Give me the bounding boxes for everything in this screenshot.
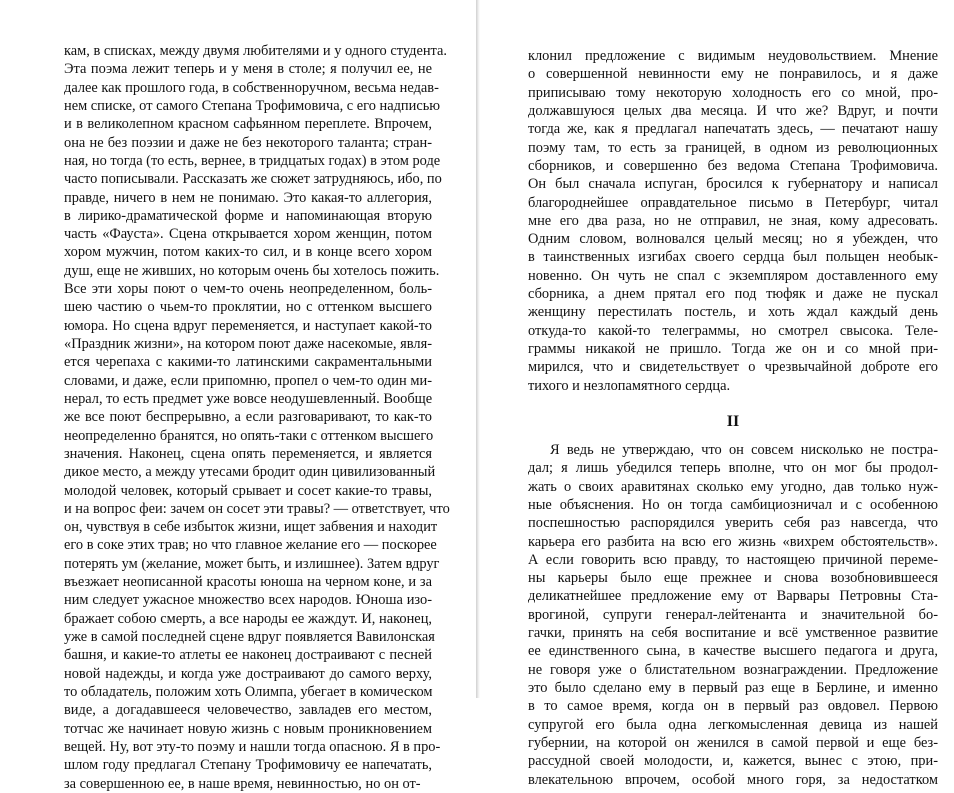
text-line: ные объяснения. Но он тогда самбициозничал и с особенною <box>528 496 938 513</box>
text-line: сборников, и совершенно без ведома Степана Трофимовича. <box>528 157 938 174</box>
text-line: значения. Наконец, сцена опять переменяется, и является <box>64 445 432 462</box>
right-page-text <box>528 47 938 789</box>
text-line: в то самое время, когда он в первый раз овдовел. Первою <box>528 698 938 715</box>
text-line: словами, и даже, если припомню, пропел о чем-то один ми- <box>64 372 432 389</box>
text-line: башня, и какие-то атлеты ее наконец достраивают с песней <box>64 647 432 664</box>
text-line: и на вопрос феи: зачем он сосет эти травы? — ответствует, что <box>64 500 450 517</box>
text-line: дикое место, а между утесами бродит один цивилизованный <box>64 464 436 481</box>
text-line: юмора. Но сцена вдруг переменяется, и наступает какой-то <box>64 317 432 334</box>
text-line: гачки, принять на себя воспитание и всё умственное развитие <box>528 625 938 642</box>
text-line: граммы никакой не пришло. Тогда же он и со мной при- <box>528 341 938 357</box>
text-line: о совершенной невинности ему не понравилось, и я даже <box>528 66 938 83</box>
text-line: ется черепаха с какими-то латинскими сакраментальными <box>64 354 432 371</box>
text-line: ее единственного сына, в качестве высшего педагога и друга, <box>528 643 938 660</box>
text-line: шею частию о чьем-то проклятии, но с оттенком высшего <box>64 299 432 316</box>
left-page <box>0 0 476 792</box>
text-line: шлом году предлагал Степану Трофимовичу ее напечатать, <box>64 757 432 774</box>
text-line: влекательною впрочем, особой много горя, за недостатком <box>528 771 938 788</box>
text-line: рассудной своей молодости, и, кажется, вынес с этою, при- <box>528 753 938 770</box>
text-line: неопределенно бранятся, но опять-таки с оттенком высшего <box>64 427 434 444</box>
text-line: губернии, на которой он женился в самой первой и еще без- <box>528 734 938 751</box>
text-line: мирился, что и свидетельствует о чрезвычайной доброте его <box>528 359 938 376</box>
text-line: нерал, то есть предмет уже вовсе неодушевленный. Вообще <box>64 390 433 407</box>
text-line: правде, ничего в нем не понимаю. Это какая-то аллегория, <box>64 189 432 206</box>
text-line: жать о своих аравитянах сколько ему угодно, дав только нуж- <box>528 478 938 495</box>
text-line: деликатнейшее предложение ему от Варвары Петровны Ста- <box>528 588 938 605</box>
text-line: «Праздник жизни», на котором поют даже насекомые, явля- <box>64 336 432 352</box>
text-line: потерять ум (желание, может быть, и излишнее). Затем вдруг <box>64 555 440 572</box>
text-line: карьера его разбита на всю его жизнь «вихрем обстоятельств». <box>528 533 938 550</box>
text-line: хором мужчин, потом каких-то сил, и в конце всего хором <box>64 244 432 261</box>
text-line: вещей. Ну, вот эту-то поэму и нашли тогда опасною. Я в про- <box>64 738 441 755</box>
text-line: Все эти хоры поют о чем-то очень неопределенном, боль- <box>64 281 432 298</box>
text-line: въезжает неописанной красоты юноша на черном коне, и за <box>64 574 432 591</box>
right-text-after-heading <box>528 441 938 789</box>
text-line: новой надежды, и когда уже достраивают до самого верху, <box>64 665 432 682</box>
text-line: Он был сначала испуган, бросился к губернатору и написал <box>528 176 938 193</box>
text-line: не говоря уже о блистательном вознаграждении. Предложение <box>528 661 938 678</box>
text-line: уже в самой последней сцене вдруг появляется Вавилонская <box>64 629 435 645</box>
text-line: нем списке, от самого Степана Трофимовича, с его надписью <box>64 97 441 114</box>
text-line: тотчас же начинает новую жизнь с новым проникновением <box>64 720 432 737</box>
text-line: поспешностью распорядился уверить себя раз навсегда, что <box>528 515 938 532</box>
text-line: тихого и незлопамятного сердца. <box>528 377 731 394</box>
text-line: душ, еще не живших, но которым очень бы хотелось пожить. <box>64 262 440 279</box>
text-line: новенно. Он чуть не спал с экземпляром доставленного ему <box>528 267 938 284</box>
left-page-text <box>64 42 450 793</box>
text-line: А если говорить всю правду, то настоящею причиной переме- <box>528 551 938 568</box>
text-line: супругой его была одна легкомысленная девица из нашей <box>528 716 938 733</box>
text-line: в таинственных изгибах своего сердца был польщен необык- <box>528 249 938 266</box>
text-line: он, чувствуя в себе избыток жизни, ищет забвения и находит <box>64 519 438 536</box>
text-line: за совершенною ее, в наше время, невинностью, но он от- <box>64 775 421 792</box>
text-line: ны карьеры было еще прежнее и снова возобновившееся <box>528 570 938 587</box>
text-line: Эта поэма лежит теперь и у меня в столе; я получил ее, не <box>64 61 432 78</box>
text-line: приписываю тому некоторую холодность его со мной, про- <box>528 84 938 101</box>
text-line: благороднейшее оправдательное письмо в Петербург, читал <box>528 194 938 211</box>
text-line: в лирико-драматической форме и напоминающая вторую <box>64 207 432 224</box>
text-line: клонил предложение с видимым неудовольствием. Мнение <box>528 48 938 64</box>
right-text-before-heading <box>528 47 938 395</box>
text-line: Одним словом, волновался целый месяц; но я убежден, что <box>528 231 938 248</box>
text-line: ним следует ужасное множество всех народов. Юноша изо- <box>64 592 432 609</box>
text-line: поэму там, то есть за границей, в одном из революционных <box>528 139 938 156</box>
text-line: мне его два раза, но не отправил, не зная, кому адресовать. <box>528 212 938 229</box>
text-line: она не без поэзии и даже не без некоторого таланта; стран- <box>64 134 432 151</box>
text-line: кам, в списках, между двумя любителями и у одного студента. <box>64 43 447 59</box>
text-line: бражает собою смерть, а все народы ее жаждут. И, наконец, <box>64 610 432 627</box>
text-line: часть «Фауста». Сцена открывается хором женщин, потом <box>64 226 432 243</box>
text-line: ная, но тогда (то есть, вернее, в тридцатых годах) в этом роде <box>64 152 441 169</box>
text-line: и в великолепном красном сафьянном переплете. Впрочем, <box>64 116 432 133</box>
text-line: его в соке этих трав; но что главное желание его — поскорее <box>64 537 437 554</box>
text-line: это было сделано ему в первый раз еще в Берлине, и именно <box>528 680 938 696</box>
text-line: откуда-то какой-то телеграммы, но смотрел свысока. Теле- <box>528 322 938 339</box>
right-page <box>480 0 954 788</box>
text-line: женщину перестилать постель, и хоть ждал каждый день <box>528 304 938 321</box>
text-line: Я ведь не утверждаю, что он совсем нисколько не пострa- <box>550 441 938 458</box>
text-line: далее как прошлого года, в собственноручном, весьма недав- <box>64 79 439 96</box>
text-line: же все поют беспрерывно, а если разговаривают, то как-то <box>64 409 432 426</box>
text-line: молодой человек, который срывает и сосет какие-то травы, <box>64 482 432 499</box>
text-line: то обладатель, положим хоть Олимпа, убегает в комическом <box>64 683 433 700</box>
text-line: сборника, а днем прятал его под тюфяк и даже не пускал <box>528 286 938 303</box>
text-line: врогиной, супруги генерал-лейтенанта и значительной бо- <box>528 606 938 623</box>
text-line: тогда же, как я предлагал напечатать здесь, — печатают нашу <box>528 121 938 138</box>
text-line: виде, а догадавшееся человечество, завладев его местом, <box>64 702 432 719</box>
text-line: дал; я лишь убедился теперь вполне, что он мог бы продол- <box>528 460 938 477</box>
chapter-heading: II <box>726 412 740 430</box>
text-line: должавшуюся целых два месяца. И что же? Вдруг, и почти <box>528 102 938 119</box>
text-line: часто пописывали. Рассказать же сюжет затрудняюсь, ибо, по <box>64 171 442 188</box>
